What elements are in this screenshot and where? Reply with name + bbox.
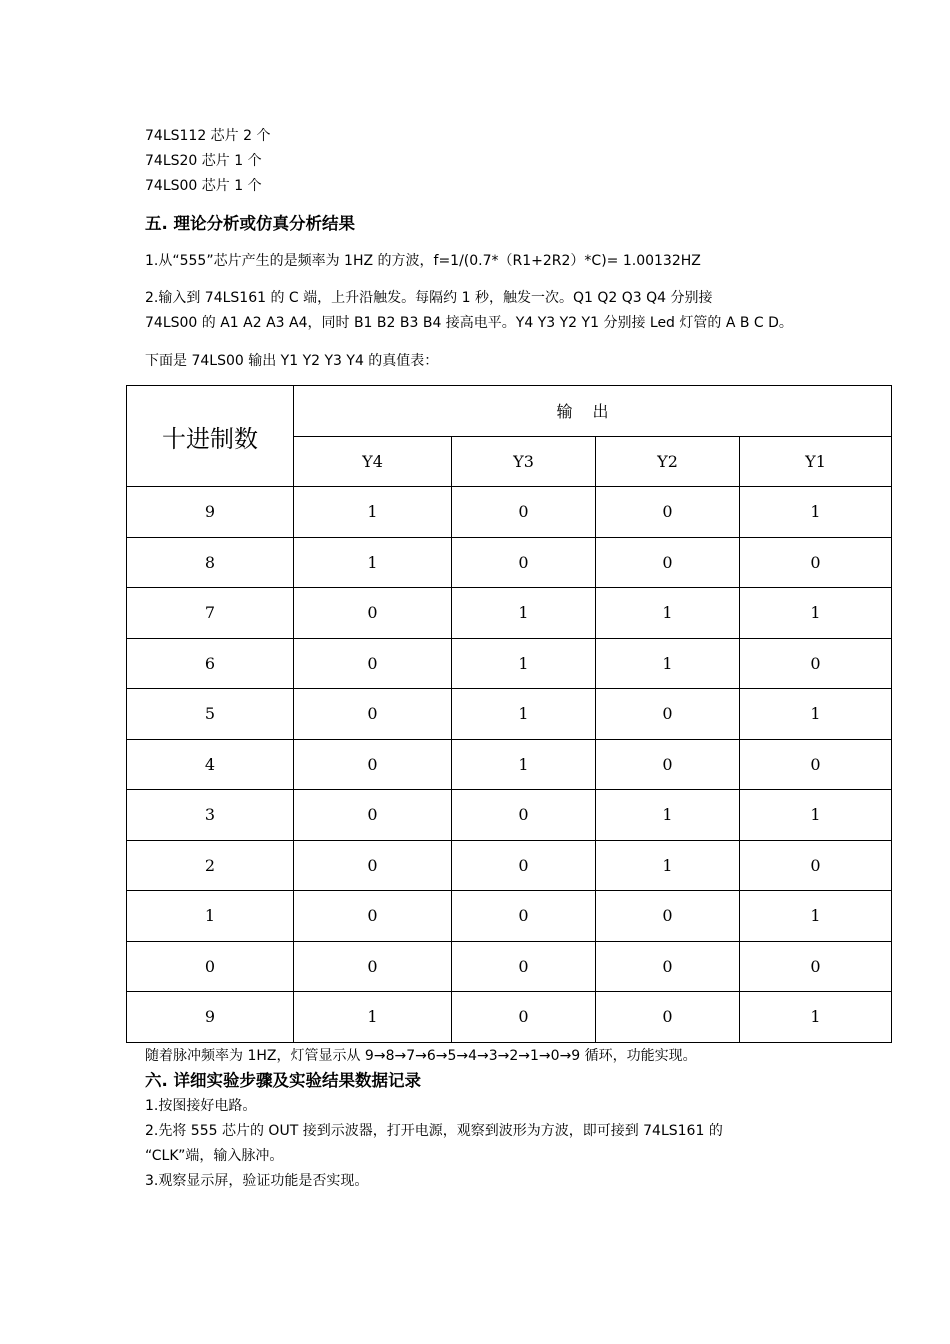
cell-decimal: 2 bbox=[127, 840, 294, 891]
cell-y1: 0 bbox=[740, 941, 892, 992]
step-2-line-2: “CLK”端，输入脉冲。 bbox=[145, 1148, 284, 1164]
table-row bbox=[127, 487, 892, 538]
cell-y1: 1 bbox=[740, 891, 892, 942]
table-row bbox=[127, 891, 892, 942]
cell-decimal: 0 bbox=[127, 941, 294, 992]
table-row bbox=[127, 992, 892, 1043]
column-header-y3: Y3 bbox=[452, 436, 596, 487]
table-row bbox=[127, 537, 892, 588]
cell-y3: 1 bbox=[452, 588, 596, 639]
cell-y4: 1 bbox=[294, 537, 452, 588]
cell-y2: 0 bbox=[596, 487, 740, 538]
table-row bbox=[127, 941, 892, 992]
table-row bbox=[127, 689, 892, 740]
cell-y3: 0 bbox=[452, 941, 596, 992]
cell-y1: 1 bbox=[740, 487, 892, 538]
cycle-summary: 随着脉冲频率为 1HZ，灯管显示从 9→8→7→6→5→4→3→2→1→0→9 循环，功能实现。 bbox=[145, 1048, 697, 1064]
cell-y3: 1 bbox=[452, 739, 596, 790]
cell-y3: 0 bbox=[452, 840, 596, 891]
cell-y2: 1 bbox=[596, 790, 740, 841]
cell-y1: 0 bbox=[740, 638, 892, 689]
table-row bbox=[127, 840, 892, 891]
cell-y4: 0 bbox=[294, 891, 452, 942]
cell-y1: 1 bbox=[740, 992, 892, 1043]
cell-y2: 0 bbox=[596, 739, 740, 790]
cell-y3: 1 bbox=[452, 638, 596, 689]
table-row bbox=[127, 790, 892, 841]
cell-y2: 1 bbox=[596, 840, 740, 891]
cell-y4: 1 bbox=[294, 487, 452, 538]
cell-y2: 0 bbox=[596, 891, 740, 942]
cell-y2: 1 bbox=[596, 638, 740, 689]
table-row bbox=[127, 588, 892, 639]
section-5-paragraph-2-line-2: 74LS00 的 A1 A2 A3 A4，同时 B1 B2 B3 B4 接高电平。Y4 Y3 Y2 Y1 分别接 Led 灯管的 A B C D。 bbox=[145, 315, 793, 331]
cell-y1: 0 bbox=[740, 739, 892, 790]
cell-y2: 0 bbox=[596, 992, 740, 1043]
cell-y4: 0 bbox=[294, 739, 452, 790]
cell-y4: 0 bbox=[294, 941, 452, 992]
cell-decimal: 7 bbox=[127, 588, 294, 639]
truth-table bbox=[126, 385, 892, 1043]
section-6-title: 六. 详细实验步骤及实验结果数据记录 bbox=[145, 1071, 422, 1090]
section-5-paragraph-2-line-1: 2.输入到 74LS161 的 C 端，上升沿触发。每隔约 1 秒，触发一次。Q1 Q2 Q3 Q4 分别接 bbox=[145, 290, 713, 306]
truth-table-header-row-1 bbox=[127, 386, 892, 437]
cell-y2: 0 bbox=[596, 941, 740, 992]
column-header-y4: Y4 bbox=[294, 436, 452, 487]
cell-decimal: 8 bbox=[127, 537, 294, 588]
cell-y3: 0 bbox=[452, 537, 596, 588]
cell-y1: 0 bbox=[740, 537, 892, 588]
column-header-y1: Y1 bbox=[740, 436, 892, 487]
step-3: 3.观察显示屏，验证功能是否实现。 bbox=[145, 1173, 369, 1189]
output-group-header: 输出 bbox=[294, 386, 892, 437]
cell-y4: 0 bbox=[294, 638, 452, 689]
step-2-line-1: 2.先将 555 芯片的 OUT 接到示波器，打开电源，观察到波形为方波，即可接到 74LS161 的 bbox=[145, 1123, 723, 1139]
cell-y1: 0 bbox=[740, 840, 892, 891]
cell-y2: 1 bbox=[596, 588, 740, 639]
cell-decimal: 4 bbox=[127, 739, 294, 790]
cell-decimal: 6 bbox=[127, 638, 294, 689]
cell-y2: 0 bbox=[596, 537, 740, 588]
cell-y3: 0 bbox=[452, 487, 596, 538]
truth-table-intro: 下面是 74LS00 输出 Y1 Y2 Y3 Y4 的真值表： bbox=[145, 353, 439, 369]
cell-decimal: 9 bbox=[127, 487, 294, 538]
cell-y4: 0 bbox=[294, 588, 452, 639]
column-header-y2: Y2 bbox=[596, 436, 740, 487]
part-item-74ls00: 74LS00 芯片 1 个 bbox=[145, 178, 262, 194]
cell-y4: 0 bbox=[294, 689, 452, 740]
table-row bbox=[127, 638, 892, 689]
section-5-paragraph-1: 1.从“555”芯片产生的是频率为 1HZ 的方波，f=1/(0.7*（R1+2R2）*C)= 1.00132HZ bbox=[145, 253, 701, 269]
cell-decimal: 9 bbox=[127, 992, 294, 1043]
cell-y3: 0 bbox=[452, 891, 596, 942]
cell-decimal: 3 bbox=[127, 790, 294, 841]
cell-y3: 0 bbox=[452, 992, 596, 1043]
cell-y3: 0 bbox=[452, 790, 596, 841]
cell-y1: 1 bbox=[740, 689, 892, 740]
cell-y4: 1 bbox=[294, 992, 452, 1043]
table-row bbox=[127, 739, 892, 790]
cell-y4: 0 bbox=[294, 840, 452, 891]
cell-y1: 1 bbox=[740, 588, 892, 639]
cell-y2: 0 bbox=[596, 689, 740, 740]
part-item-74ls20: 74LS20 芯片 1 个 bbox=[145, 153, 262, 169]
decimal-column-header: 十进制数 bbox=[127, 386, 294, 487]
section-5-title: 五. 理论分析或仿真分析结果 bbox=[145, 214, 356, 233]
cell-y3: 1 bbox=[452, 689, 596, 740]
cell-decimal: 5 bbox=[127, 689, 294, 740]
part-item-74ls112: 74LS112 芯片 2 个 bbox=[145, 128, 271, 144]
step-1: 1.按图接好电路。 bbox=[145, 1098, 257, 1114]
cell-y1: 1 bbox=[740, 790, 892, 841]
cell-y4: 0 bbox=[294, 790, 452, 841]
cell-decimal: 1 bbox=[127, 891, 294, 942]
